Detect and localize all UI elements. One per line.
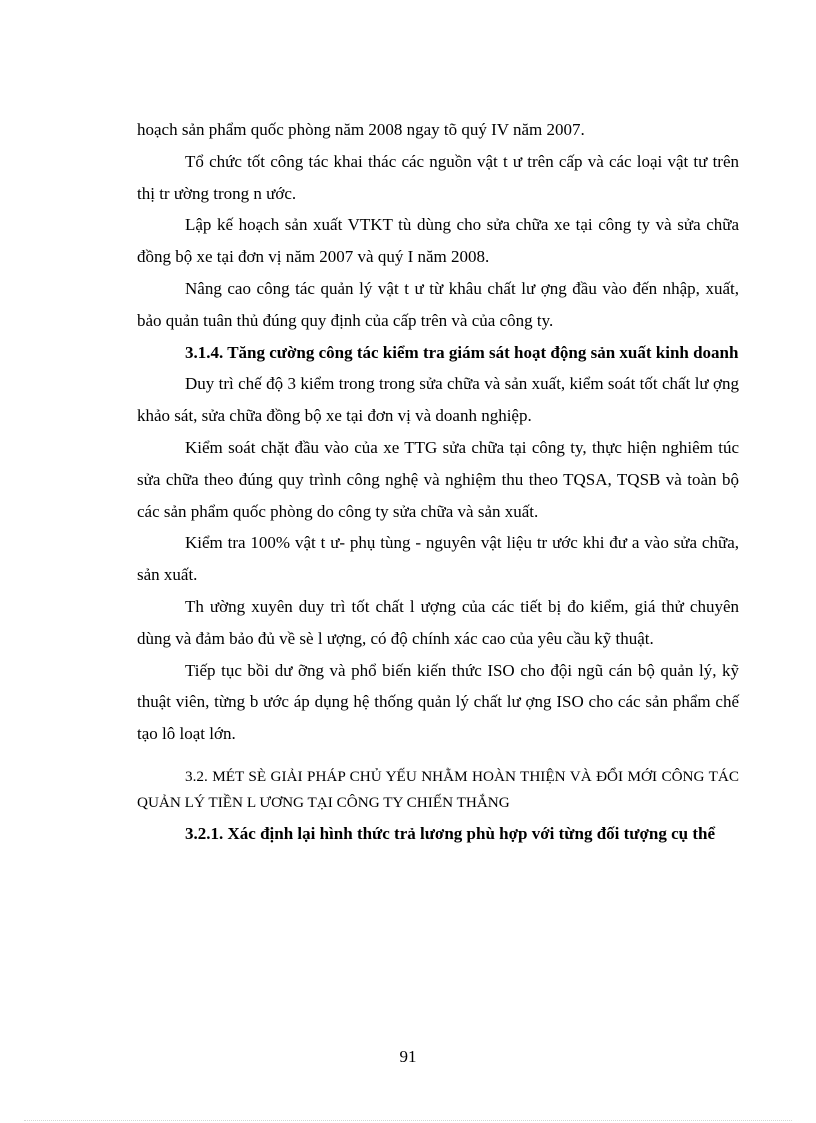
heading-3-2-1: 3.2.1. Xác định lại hình thức trả lương phù hợp với từng đối tượng cụ thể [185, 823, 716, 843]
paragraph-material-management: Nâng cao công tác quản lý vật t ư từ khâu chất lư ợng đầu vào đến nhập, xuất, bảo quản tuân thủ đúng quy định của cấp trên và của công ty. [137, 278, 739, 330]
page-bottom-rule [24, 1120, 792, 1121]
paragraph-material-sourcing: Tổ chức tốt công tác khai thác các nguồn vật t ư trên cấp và các loại vật tư trên thị tr ường trong n ước. [137, 151, 739, 203]
paragraph-iso-training: Tiếp tục bồi dư ỡng và phổ biến kiến thức ISO cho đội ngũ cán bộ quản lý, kỹ thuật viên, từng b ước áp dụng hệ thống quản lý chất lư ợng ISO cho các sản phẩm chế tạo lô loạt lớn. [137, 660, 739, 744]
paragraph-production-plan: Lập kế hoạch sản xuất VTKT tù dùng cho sửa chữa xe tại công ty và sửa chữa đồng bộ xe tại đơn vị năm 2007 và quý I năm 2008. [137, 215, 739, 267]
paragraph-measuring-equipment: Th ường xuyên duy trì tốt chất l ượng của các tiết bị đo kiểm, giá thử chuyên dùng và đảm bảo đủ về sè l ượng, có độ chính xác cao của yêu cầu kỹ thuật. [137, 596, 739, 648]
paragraph-inspection: Kiểm tra 100% vật t ư- phụ tùng - nguyên vật liệu tr ước khi đư a vào sửa chữa, sản xuất. [137, 533, 739, 585]
section-title-3-2: 3.2. MÉT SÈ GIẢI PHÁP CHỦ YẾU NHẰM HOÀN THIỆN VÀ ĐỔI MỚI CÔNG TÁC QUẢN LÝ TIỀN L ƯƠNG TẠI CÔNG TY CHIẾN THẮNG [137, 767, 739, 811]
paragraph-input-control: Kiểm soát chặt đầu vào của xe TTG sửa chữa tại công ty, thực hiện nghiêm túc sửa chữa theo đúng quy trình công nghệ và nghiệm thu theo TQSA, TQSB và toàn bộ các sản phẩm quốc phòng do công ty sửa chữa và sản xuất. [137, 437, 739, 521]
paragraph-three-checks: Duy trì chế độ 3 kiểm trong trong sửa chữa và sản xuất, kiểm soát tốt chất lư ợng khảo sát, sửa chữa đồng bộ xe tại đơn vị và doanh nghiệp. [137, 374, 739, 426]
document-body [137, 114, 739, 850]
page-number: 91 [399, 1047, 417, 1066]
heading-3-1-4: 3.1.4. Tăng cường công tác kiểm tra giám sát hoạt động sản xuất kinh doanh [185, 342, 739, 362]
paragraph-continuation: hoạch sản phẩm quốc phòng năm 2008 ngay tõ quý IV năm 2007. [137, 120, 585, 139]
